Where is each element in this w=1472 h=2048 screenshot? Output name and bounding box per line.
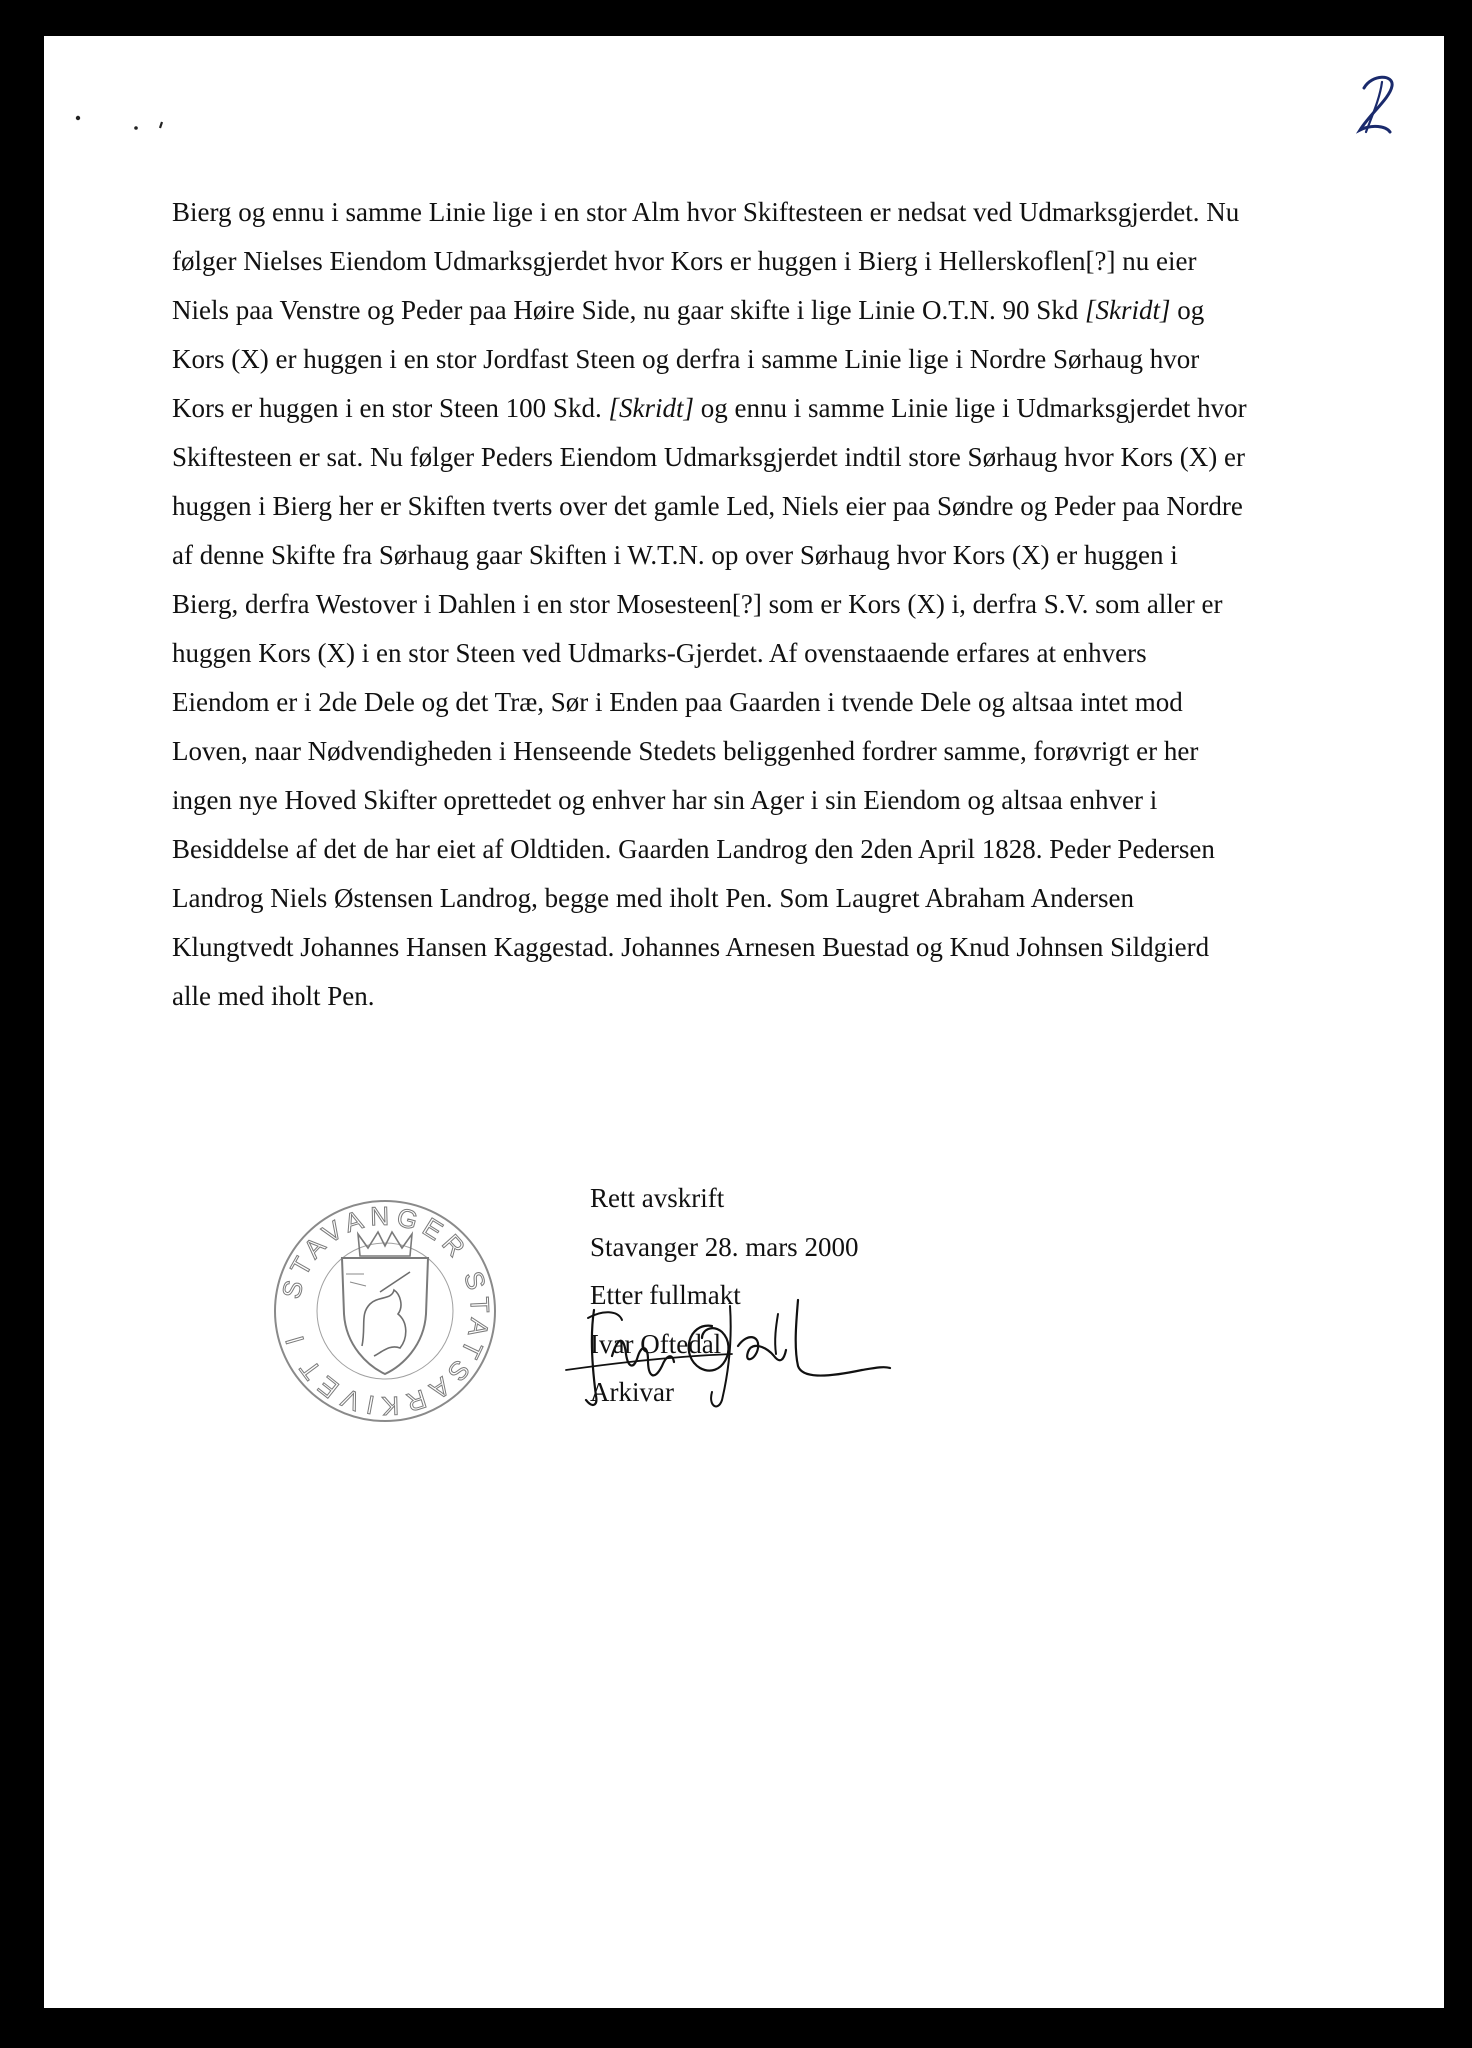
text-line: Eiendom er i 2de Dele og det Træ, Sør i Enden paa Gaarden i tvende Dele og altsaa intet mod xyxy=(172,687,1183,717)
archive-stamp xyxy=(270,1196,500,1426)
editorial-note: [Skridt] xyxy=(608,393,694,423)
handwritten-signature xyxy=(562,1296,892,1416)
text-line: Bierg, derfra Westover i Dahlen i en stor Mosesteen[?] som er Kors (X) i, derfra S.V. som aller er xyxy=(172,589,1223,619)
text-line: af denne Skifte fra Sørhaug gaar Skiften i W.T.N. op over Sørhaug hvor Kors (X) er huggen i xyxy=(172,540,1178,570)
text-line: huggen Kors (X) i en stor Steen ved Udmarks-Gjerdet. Af ovenstaaende erfares at enhvers xyxy=(172,638,1147,668)
text-line: huggen i Bierg her er Skiften tverts over det gamle Led, Niels eier paa Søndre og Peder paa Nordre xyxy=(172,491,1243,521)
text-line: Niels paa Venstre og Peder paa Høire Side, nu gaar skifte i lige Linie O.T.N. 90 Skd [Skridt] og xyxy=(172,295,1205,325)
text-line: alle med iholt Pen. xyxy=(172,981,375,1011)
text-line: ingen nye Hoved Skifter oprettedet og enhver har sin Ager i sin Eiendom og altsaa enhver i xyxy=(172,785,1158,815)
signer-title: Arkivar xyxy=(590,1377,674,1407)
text-line: Klungtvedt Johannes Hansen Kaggestad. Johannes Arnesen Buestad og Knud Johnsen Sildgierd xyxy=(172,932,1210,962)
text-line: Besiddelse af det de har eiet af Oldtiden. Gaarden Landrog den 2den April 1828. Peder Pedersen xyxy=(172,834,1215,864)
signer-name: Ivar Oftedal xyxy=(590,1328,722,1359)
document-page xyxy=(44,36,1444,2008)
page-number-handwritten xyxy=(1342,64,1412,144)
authority-line: Etter fullmakt xyxy=(590,1280,741,1310)
text-line: Kors (X) er huggen i en stor Jordfast Steen og derfra i samme Linie lige i Nordre Sørhaug hvor xyxy=(172,344,1200,374)
text-line: Landrog Niels Østensen Landrog, begge med iholt Pen. Som Laugret Abraham Andersen xyxy=(172,883,1135,913)
text-line: Loven, naar Nødvendigheden i Henseende Stedets beliggenhed fordrer samme, forøvrigt er her xyxy=(172,736,1199,766)
text-line: Kors er huggen i en stor Steen 100 Skd. [Skridt] og ennu i samme Linie lige i Udmarksgjerdet hvor xyxy=(172,393,1247,423)
certification-line: Rett avskrift xyxy=(590,1183,725,1213)
transcription-text xyxy=(172,188,1352,1021)
text-line: Bierg og ennu i samme Linie lige i en stor Alm hvor Skiftesteen er nedsat ved Udmarksgjerdet. Nu xyxy=(172,197,1240,227)
place-date: Stavanger 28. mars 2000 xyxy=(590,1231,859,1262)
text-line: Skiftesteen er sat. Nu følger Peders Eiendom Udmarksgjerdet indtil store Sørhaug hvor Kors (X) er xyxy=(172,442,1245,472)
scan-marks xyxy=(64,76,204,156)
text-line: følger Nielses Eiendom Udmarksgjerdet hvor Kors er huggen i Bierg i Hellerskoflen[?] nu eier xyxy=(172,246,1197,276)
svg-text:STAVANGER STATSARKIVET I: STAVANGER STATSARKIVET I xyxy=(275,1200,496,1422)
editorial-note: [Skridt] xyxy=(1085,295,1171,325)
